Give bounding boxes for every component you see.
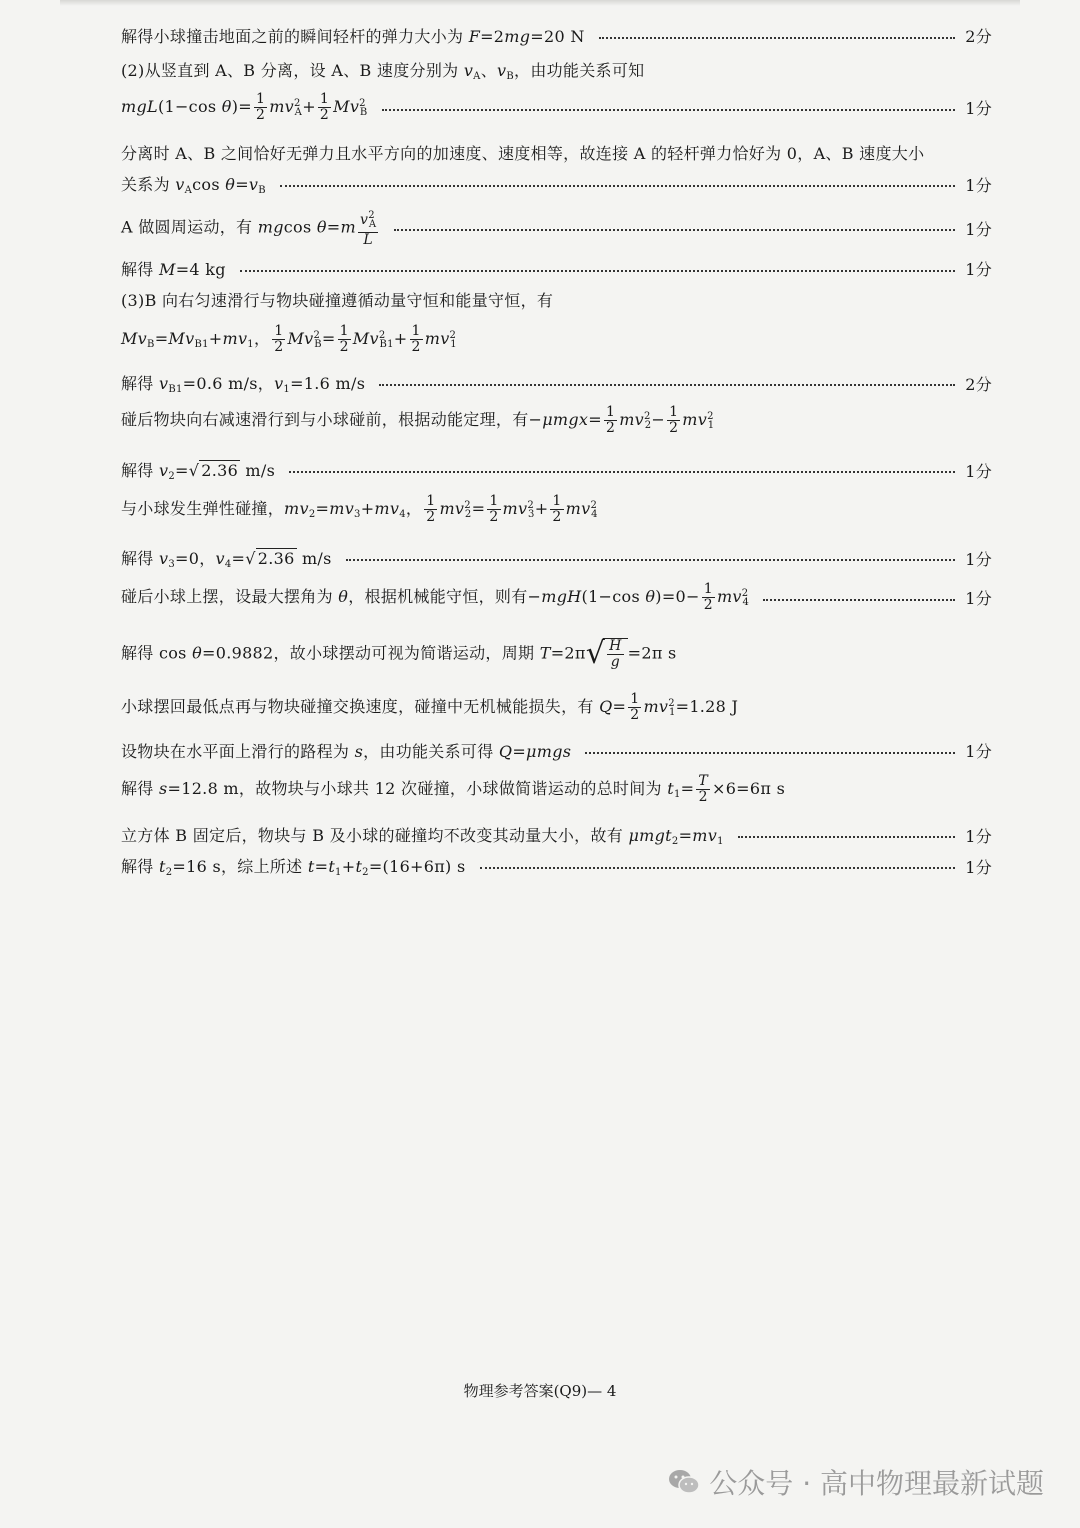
answer-line-8 — [121, 288, 992, 311]
answer-line-5: 关系为 $v_A\cos$ $\theta=v_B$ 1分 — [121, 172, 992, 196]
leader-dots — [379, 384, 955, 386]
points: 1分 — [965, 175, 992, 195]
answer-line-12: 解得 $v_2=√$ 2.36 m/s 1分 — [121, 458, 992, 482]
points: 1分 — [965, 549, 992, 569]
points: 1分 — [965, 219, 992, 239]
answer-line-6: A 做圆周运动，有 mgcos θ=m $\frac{v^2_A}{L}$ 1分 — [121, 210, 992, 248]
answer-line-18: 设物块在水平面上滑行的路程为 s，由功能关系可得 Q=μmgs 1分 — [121, 739, 992, 762]
answer-line-15: 碰后小球上摆，设最大摆角为 θ，根据机械能守恒，则有−mgH(1−cos θ)=0− $\frac{1}{2}$ $mv^2_4$ 1分 — [121, 581, 992, 613]
leader-dots — [289, 471, 955, 473]
page-footer: 物理参考答案(Q9)— 4 — [463, 1382, 617, 1400]
points: 1分 — [965, 857, 992, 877]
answer-line-9: $Mv_B=Mv_{B1}+mv_1$， $\frac{1}{2}$ $Mv^2_B=$ $\frac{1}{2}$ $Mv^2_{B1}+$ $\frac{1}{2}$ $mv^2_1$ — [121, 323, 457, 355]
points: 1分 — [965, 461, 992, 481]
leader-dots — [599, 37, 956, 39]
leader-dots — [738, 836, 955, 838]
points: 1分 — [965, 589, 992, 608]
answer-line-17: 小球摆回最低点再与物块碰撞交换速度，碰撞中无机械能损失，有 Q= $\frac{1}{2}$ $mv^2_1=1.28$ J — [121, 691, 739, 723]
line-text: 分离时 A、B 之间恰好无弹力且水平方向的加速度、速度相等，故连接 A 的轻杆弹力恰好为 0，A、B 速度大小 — [121, 144, 925, 163]
answer-line-21: 解得 $t_2=16$ s，综上所述 $t=t_1+t_2=(16+6\pi)$ s 1分 — [121, 854, 992, 878]
watermark-text: 公众号 · 高中物理最新试题 — [709, 1467, 1044, 1500]
line-text: (3)B 向右匀速滑行与物块碰撞遵循动量守恒和能量守恒，有 — [121, 291, 554, 310]
answer-line-16: 解得 cos θ=0.9882，故小球摆动可视为简谐运动，周期 T=2π √ $\frac{H}{g}$ =2π s — [121, 636, 677, 671]
points: 1分 — [965, 99, 992, 118]
wechat-icon — [667, 1467, 701, 1497]
answer-line-11: 碰后物块向右减速滑行到与小球碰前，根据动能定理，有−μmgx= $\frac{1}{2}$ $mv^2_2-$ $\frac{1}{2}$ $mv^2_1$ — [121, 404, 715, 436]
answer-line-4 — [121, 141, 992, 164]
points: 1分 — [965, 260, 992, 279]
answer-line-10: 解得 $v_{B1}=0.6$ m/s，$v_1=1.6$ m/s 2分 — [121, 371, 992, 395]
leader-dots — [382, 109, 956, 111]
points: 1分 — [965, 826, 992, 846]
leader-dots — [240, 270, 955, 272]
watermark — [667, 1462, 1044, 1502]
leader-dots — [394, 229, 955, 231]
answer-line-7: 解得 M=4 kg 1分 — [121, 257, 992, 280]
answer-line-1: 解得小球撞击地面之前的瞬间轻杆的弹力大小为 F=2mg=20 N 2分 — [121, 24, 992, 47]
points: 2分 — [965, 27, 992, 46]
answer-line-20: 立方体 B 固定后，物块与 B 及小球的碰撞均不改变其动量大小，故有 $\mu mgt_2=mv_1$ 1分 — [121, 823, 992, 847]
answer-line-19: 解得 s=12.8 m，故物块与小球共 12 次碰撞，小球做简谐运动的总时间为 $t_1=$ $\frac{T}{2}$ ×6=6π s — [121, 773, 786, 805]
answer-line-2: (2)从竖直到 A、B 分离，设 A、B 速度分别为 $v_A$、$v_B$，由功能关系可知 — [121, 61, 645, 82]
leader-dots — [346, 559, 956, 561]
leader-dots — [480, 867, 956, 869]
leader-dots — [763, 599, 955, 601]
answer-line-13: 与小球发生弹性碰撞，$mv_2=mv_3+mv_4$， $\frac{1}{2}$ $mv^2_2=$ $\frac{1}{2}$ $mv^2_3+$ $\frac{1}{2}$ $mv^2_4$ — [121, 493, 598, 525]
scan-edge — [60, 0, 1020, 6]
answer-line-3: mgL(1−cos θ)= $\frac{1}{2}$ $mv^2_A+$ $\frac{1}{2}$ $Mv^2_B$ 1分 — [121, 91, 992, 123]
points: 1分 — [965, 742, 992, 761]
leader-dots — [280, 185, 955, 187]
points: 2分 — [965, 374, 992, 394]
answer-line-14: 解得 $v_3=0$，$v_4=√$ 2.36 m/s 1分 — [121, 546, 992, 570]
leader-dots — [585, 752, 955, 754]
